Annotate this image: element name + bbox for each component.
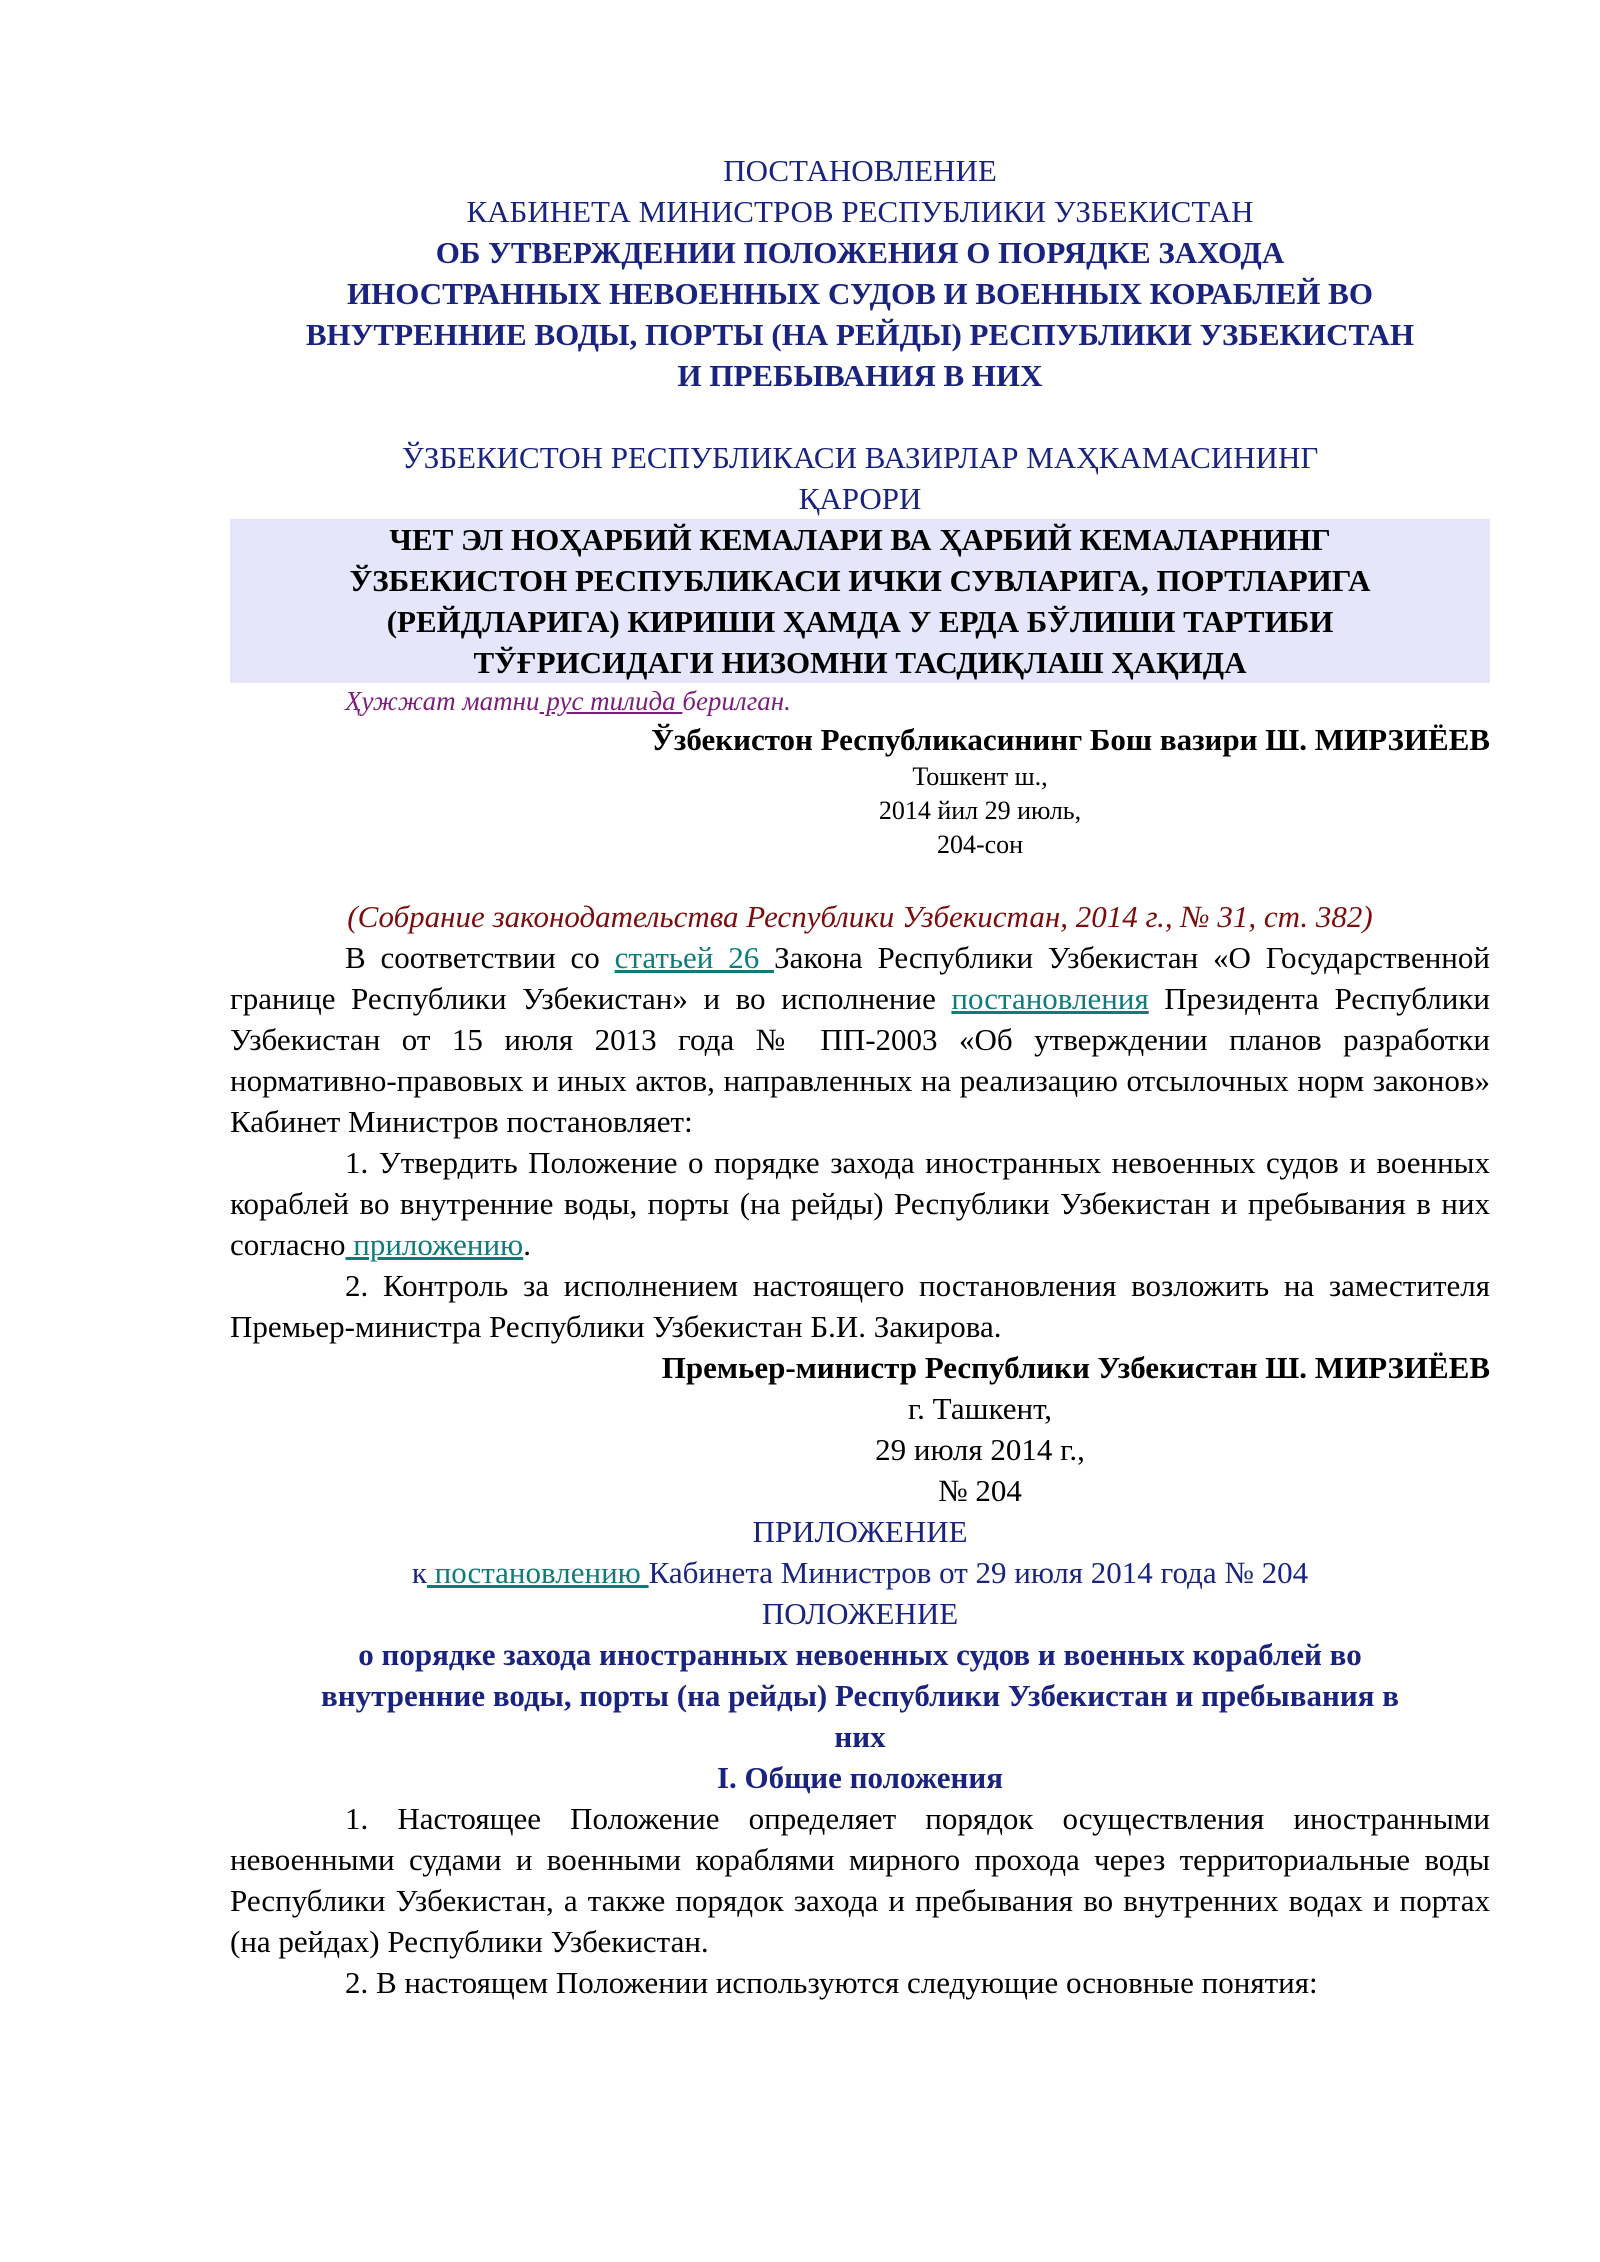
preamble-text: Президента Республики Узбекистан от 15 июля 2013 года № ПП-2003 «Об утверждении планов разработки нормативно-правовых и иных актов, направленных на реализацию отсылочных норм законов» Кабинет Министров постановляет: — [230, 981, 1490, 1139]
appendix-ref-suffix: Кабинета Министров от 29 июля 2014 года № 204 — [648, 1555, 1309, 1590]
ru-issuer: КАБИНЕТА МИНИСТРОВ РЕСПУБЛИКИ УЗБЕКИСТАН — [466, 194, 1254, 229]
appendix-ref-prefix: к — [411, 1555, 427, 1590]
document-content — [230, 150, 1490, 2003]
article-26-link[interactable]: статьей 26 — [614, 940, 775, 975]
ru-signature-date: 29 июля 2014 г., — [875, 1432, 1085, 1467]
uz-signature-city: Тошкент ш., — [912, 762, 1048, 791]
section-1-heading: I. Общие положения — [716, 1760, 1004, 1795]
language-note-link[interactable]: рус тилида — [539, 686, 683, 716]
regulation-para-2: 2. В настоящем Положении используются следующие основные понятия: — [345, 1965, 1318, 2000]
regulation-title: ПОЛОЖЕНИЕ — [761, 1596, 959, 1631]
preamble-paragraph — [230, 937, 1490, 1142]
appendix-link[interactable]: приложению — [345, 1227, 524, 1262]
uz-title-line: ТЎҒРИСИДАГИ НИЗОМНИ ТАСДИҚЛАШ ҲАҚИДА — [473, 645, 1247, 680]
uz-title-line: ЎЗБЕКИСТОН РЕСПУБЛИКАСИ ИЧКИ СУВЛАРИГА, ПОРТЛАРИГА — [349, 563, 1371, 598]
resolution-link[interactable]: постановления — [951, 981, 1149, 1016]
uz-issuer: ЎЗБЕКИСТОН РЕСПУБЛИКАСИ ВАЗИРЛАР МАҲКАМАСИНИНГ — [401, 440, 1319, 475]
language-note — [230, 683, 1490, 719]
item-1-text: 1. Утвердить Положение о порядке захода иностранных невоенных судов и военных кораблей во внутренние воды, порты (на рейды) Республики Узбекистан и пребывания в них согласно — [230, 1145, 1490, 1262]
item-1-end: . — [523, 1227, 531, 1262]
appendix-title: ПРИЛОЖЕНИЕ — [752, 1514, 968, 1549]
regulation-subtitle-line: них — [834, 1719, 886, 1754]
uz-title-line: ЧЕТ ЭЛ НОҲАРБИЙ КЕМАЛАРИ ВА ҲАРБИЙ КЕМАЛАРНИНГ — [389, 522, 1331, 557]
regulation-subtitle — [230, 1634, 1490, 1757]
uz-signature-date: 2014 йил 29 июль, — [878, 796, 1082, 825]
ru-title — [230, 232, 1490, 396]
ru-title-line: ОБ УТВЕРЖДЕНИИ ПОЛОЖЕНИЯ О ПОРЯДКЕ ЗАХОДА — [435, 235, 1285, 270]
ru-title-line: И ПРЕБЫВАНИЯ В НИХ — [677, 358, 1043, 393]
appendix-reference — [230, 1552, 1490, 1593]
appendix-resolution-link[interactable]: постановлению — [426, 1555, 649, 1590]
uz-doc-type: ҚАРОРИ — [798, 481, 922, 516]
source-citation: (Собрание законодательства Республики Узбекистан, 2014 г., № 31, ст. 382) — [347, 899, 1373, 934]
uz-signature-number: 204-сон — [936, 830, 1024, 859]
preamble-text: Закона Республики Узбекистан «О Государственной границе Республики Узбекистан» и во исполнение — [230, 940, 1490, 1016]
preamble-text: В соответствии со — [345, 940, 615, 975]
ru-signature-number: № 204 — [938, 1473, 1022, 1508]
item-1-paragraph — [230, 1142, 1490, 1265]
regulation-subtitle-line: о порядке захода иностранных невоенных судов и военных кораблей во — [358, 1637, 1362, 1672]
regulation-para-1: 1. Настоящее Положение определяет порядок осуществления иностранными невоенными судами и военными кораблями мирного прохода через территориальные воды Республики Узбекистан, а также порядок захода и пребывания во внутренних водах и портах (на рейдах) Республики Узбекистан. — [230, 1801, 1490, 1959]
regulation-subtitle-line: внутренние воды, порты (на рейды) Республики Узбекистан и пребывания в — [321, 1678, 1399, 1713]
uz-title — [230, 519, 1490, 683]
ru-title-line: ИНОСТРАННЫХ НЕВОЕННЫХ СУДОВ И ВОЕННЫХ КОРАБЛЕЙ ВО — [347, 276, 1373, 311]
ru-doc-type: ПОСТАНОВЛЕНИЕ — [723, 153, 997, 188]
item-2-paragraph: 2. Контроль за исполнением настоящего постановления возложить на заместителя Премьер-министра Республики Узбекистан Б.И. Закирова. — [230, 1268, 1490, 1344]
uz-signature-title: Ўзбекистон Республикасининг Бош вазири Ш. МИРЗИЁЕВ — [651, 722, 1490, 757]
ru-signature-title: Премьер-министр Республики Узбекистан Ш. МИРЗИЁЕВ — [661, 1350, 1490, 1385]
language-note-text-end: берилган. — [682, 686, 791, 716]
ru-signature-city: г. Ташкент, — [907, 1391, 1053, 1426]
language-note-text: Ҳужжат матни — [345, 686, 540, 716]
ru-title-line: ВНУТРЕННИЕ ВОДЫ, ПОРТЫ (НА РЕЙДЫ) РЕСПУБЛИКИ УЗБЕКИСТАН — [305, 317, 1415, 352]
uz-title-line: (РЕЙДЛАРИГА) КИРИШИ ҲАМДА У ЕРДА БЎЛИШИ ТАРТИБИ — [386, 604, 1334, 639]
